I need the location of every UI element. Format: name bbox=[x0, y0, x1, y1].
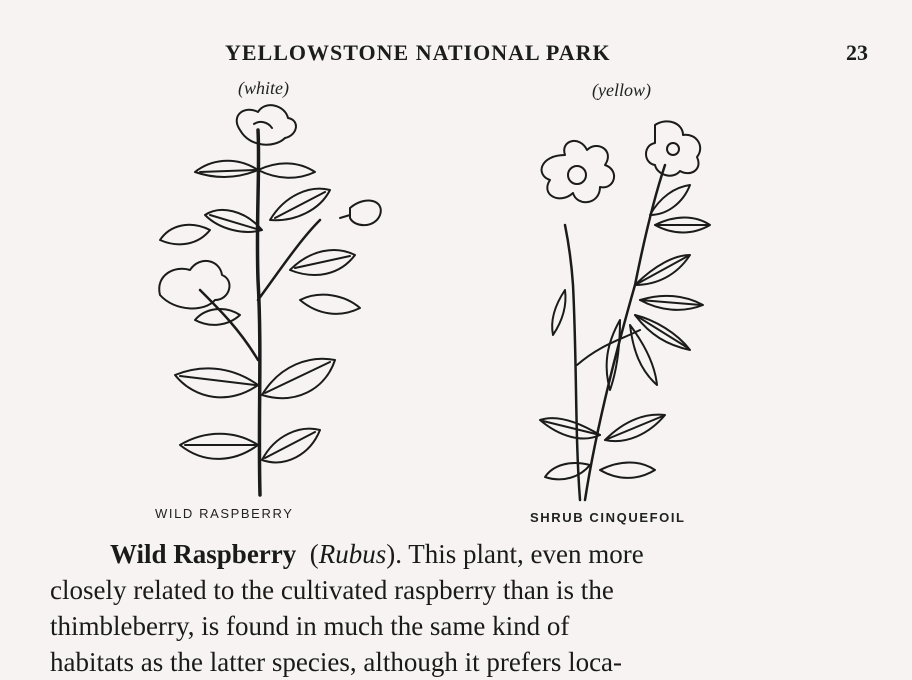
sci-open: ( bbox=[309, 539, 319, 569]
body-line-1-rest: This plant, even more bbox=[402, 539, 644, 569]
body-line-3: thimbleberry, is found in much the same kind of bbox=[50, 611, 570, 641]
body-line-2: closely related to the cultivated raspberry than is the bbox=[50, 575, 614, 605]
sci-close: ). bbox=[386, 539, 403, 569]
caption-shrub-cinquefoil: SHRUB CINQUEFOIL bbox=[530, 510, 686, 525]
wild-raspberry-illustration bbox=[150, 100, 390, 500]
caption-wild-raspberry: WILD RASPBERRY bbox=[155, 506, 294, 521]
color-note-yellow: (yellow) bbox=[592, 80, 651, 100]
body-line-4: habitats as the latter species, although it prefers loca- bbox=[50, 647, 623, 677]
entry-title: Wild Raspberry bbox=[110, 539, 297, 569]
scientific-name: Rubus bbox=[318, 539, 387, 569]
color-note-white: (white) bbox=[238, 78, 289, 98]
page-number: 23 bbox=[846, 40, 868, 65]
running-head: YELLOWSTONE NATIONAL PARK bbox=[225, 40, 611, 65]
body-line-1 bbox=[50, 536, 868, 572]
body-paragraph bbox=[50, 536, 868, 680]
shrub-cinquefoil-illustration bbox=[505, 115, 735, 505]
